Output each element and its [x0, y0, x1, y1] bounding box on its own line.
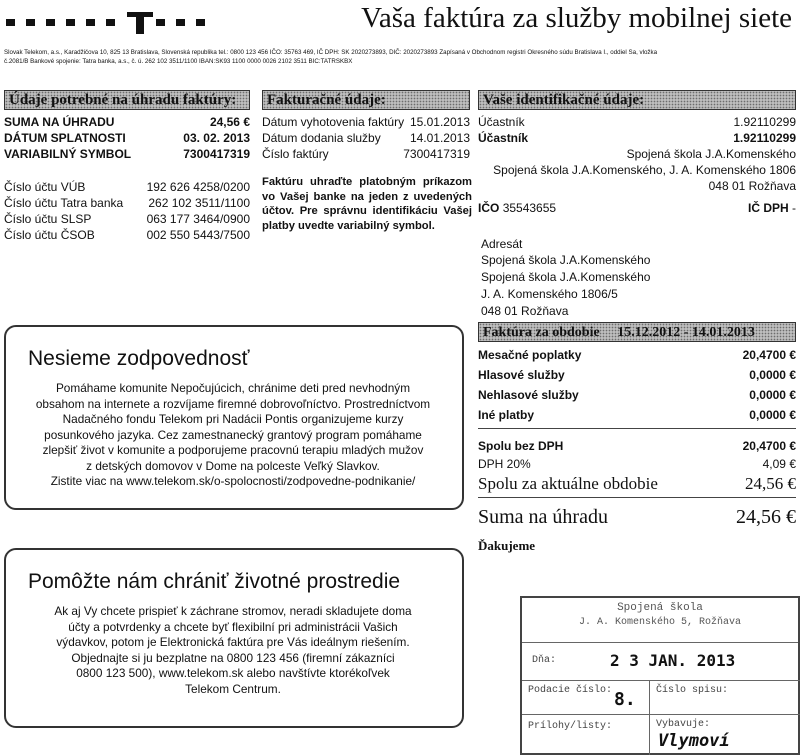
stamp-org: Spojená škola [617, 602, 703, 614]
environment-title: Pomôžte nám chrániť životné prostredie [28, 570, 401, 593]
period-label: Mesačné poplatky [478, 348, 582, 362]
account-row [4, 179, 250, 195]
logo-t-stem [136, 12, 144, 34]
stamp-file-label: Číslo spisu: [656, 685, 729, 696]
period-label: Iné platby [478, 408, 535, 422]
period-label: Hlasové služby [478, 368, 565, 382]
stamp-date-label: Dňa: [532, 655, 557, 666]
responsibility-text [28, 381, 438, 490]
account-value: 002 550 5443/7500 [146, 228, 250, 242]
responsibility-line: obsahom na internete a rozvíjame firemné dobrovoľníctvo. Prostredníctvom [35, 396, 431, 411]
payment-value: 7300417319 [183, 147, 250, 161]
ident-row [478, 130, 796, 146]
period-row [478, 365, 796, 385]
total-period-row [478, 473, 796, 498]
ident-value: 1.92110299 [733, 131, 796, 145]
period-range: 15.12.2012 - 14.01.2013 [617, 325, 755, 340]
period-row [478, 385, 796, 405]
logo-dot [106, 19, 115, 26]
responsibility-link[interactable]: Zistite viac na www.telekom.sk/o-spolocnosti/zodpovedne-podnikanie/ [50, 474, 416, 488]
responsibility-box [4, 325, 464, 510]
logo-dot [176, 19, 185, 26]
address-line: 048 01 Rožňava [481, 304, 569, 318]
ico-value: 35543655 [502, 201, 557, 215]
invoice-row [262, 114, 470, 130]
amount-due-row [478, 502, 796, 532]
period-row [478, 345, 796, 365]
subtotal-value: 20,4700 € [742, 439, 796, 453]
responsibility-line: zlepšiť život v komunite a podporujeme pracovnú terapiu mladých mužov [42, 443, 424, 457]
stamp-reg-label: Podacie číslo: [528, 685, 613, 696]
invoice-heading: Fakturačné údaje: [262, 90, 470, 110]
company-info-line: Slovak Telekom, a.s., Karadžičova 10, 825 13 Bratislava, Slovenská republika tel.: 0800 123 456 IČO: 35763 469, IČ DPH: SK 2020273893, DIČ: 2020273893 Zapísaná v Obchodnom registri Okresného súdu Bratislava I., oddiel Sa, vložka [4, 49, 658, 56]
invoice-label: Číslo faktúry [262, 147, 329, 161]
logo-dot [46, 19, 55, 26]
payment-value: 03. 02. 2013 [183, 131, 250, 145]
company-info-line: č.2081/B Bankové spojenie: Tatra banka, a.s., č. ú. 262 102 3511/1100 IBAN:SK93 1100 0000 0026 2102 3511 BIC:TATRSKBX [4, 58, 353, 65]
invoice-label: Dátum vyhotovenia faktúry [262, 115, 405, 129]
thanks-text: Ďakujeme [478, 538, 536, 553]
ident-section [478, 90, 796, 216]
subtotal-label: Spolu bez DPH [478, 439, 564, 453]
account-label: Číslo účtu SLSP [4, 212, 92, 226]
stamp-address: J. A. Komenského 5, Rožňava [578, 617, 742, 628]
period-label: Nehlasové služby [478, 388, 579, 402]
ident-city: 048 01 Rožňava [708, 179, 796, 193]
vat-row [478, 455, 796, 473]
period-value: 20,4700 € [742, 348, 796, 362]
period-value: 0,0000 € [749, 408, 796, 422]
period-heading [478, 322, 796, 342]
ico-label: IČO [478, 201, 500, 215]
environment-line: účty a potvrdenky a chcete byť flexibilní pri administrácii Vašich [68, 619, 398, 634]
payment-label: VARIABILNÝ SYMBOL [4, 147, 132, 161]
address-line: J. A. Komenského 1806/5 [481, 287, 618, 301]
ident-label: Účastník [478, 115, 525, 129]
account-value: 192 626 4258/0200 [146, 180, 250, 194]
environment-line: 0800 123 500), www.telekom.sk alebo navštívte ktorékoľvek [76, 666, 390, 680]
payment-row [4, 146, 250, 162]
payment-label: SUMA NA ÚHRADU [4, 115, 115, 129]
stamp-handled-label: Vybavuje: [656, 719, 711, 730]
logo-dot [6, 19, 15, 26]
period-section [478, 322, 796, 554]
payment-section [4, 90, 250, 243]
address-label: Adresát [481, 237, 523, 251]
stamp-attach-cell [522, 714, 650, 755]
environment-line: Ak aj Vy chcete prispieť k záchrane stromov, neradi skladujete doma [54, 604, 412, 618]
responsibility-line: z detských domovov v Dome na polceste Veľký Slavkov. [86, 458, 380, 473]
icdph-label: IČ DPH [747, 201, 789, 215]
ident-name: Spojená škola J.A.Komenského [626, 147, 796, 161]
period-heading-label: Faktúra za obdobie [483, 325, 600, 340]
payment-row [4, 114, 250, 130]
ident-heading: Vaše identifikačné údaje: [478, 90, 796, 110]
total-period-label: Spolu za aktuálne obdobie [478, 474, 658, 493]
invoice-section [262, 90, 470, 162]
account-row [4, 211, 250, 227]
vat-label: DPH 20% [478, 457, 531, 471]
logo-dot [66, 19, 75, 26]
stamp-signature: Vlymoví [658, 731, 730, 751]
invoice-value: 7300417319 [403, 147, 470, 161]
environment-line: výdavkov, potom je Elektronická faktúra pre Vás ideálnym riešením. [56, 635, 410, 649]
invoice-row [262, 130, 470, 146]
registry-stamp [520, 596, 800, 755]
page-title: Vaša faktúra za služby mobilnej siete [361, 2, 792, 34]
logo-dot [196, 19, 205, 26]
subtotal-row [478, 437, 796, 455]
total-period-value: 24,56 € [745, 474, 796, 493]
vat-value: 4,09 € [762, 457, 796, 471]
environment-box [4, 548, 464, 728]
responsibility-title: Nesieme zodpovednosť [28, 347, 250, 370]
environment-line: Telekom Centrum. [185, 681, 281, 696]
invoice-row [262, 146, 470, 162]
icdph-value: - [792, 201, 796, 215]
stamp-attach-label: Prílohy/listy: [528, 721, 613, 732]
invoice-label: Dátum dodania služby [262, 131, 381, 145]
ident-value: 1.92110299 [733, 115, 796, 129]
responsibility-line: posunkového jazyka. Cez zamestnanecký grantový program pomáhame [44, 427, 422, 442]
logo-dot [86, 19, 95, 26]
logo-dot [156, 19, 165, 26]
invoice-value: 14.01.2013 [409, 131, 470, 145]
account-value: 063 177 3464/0900 [146, 212, 250, 226]
payment-value: 24,56 € [209, 115, 250, 129]
account-value: 262 102 3511/1100 [148, 196, 250, 210]
ident-label: Účastník [478, 131, 529, 145]
ident-row [478, 114, 796, 130]
amount-due-value: 24,56 € [736, 506, 796, 528]
stamp-file-cell [650, 680, 800, 714]
environment-line: Objednajte si ju bezplatne na 0800 123 456 (firemní zákazníci [71, 650, 395, 665]
stamp-reg-value: 8. [614, 689, 636, 710]
account-label: Číslo účtu ČSOB [4, 228, 95, 242]
payment-label: DÁTUM SPLATNOSTI [4, 131, 126, 145]
payment-row [4, 130, 250, 146]
logo-dot [26, 19, 35, 26]
ident-row [478, 200, 796, 216]
address-line: Spojená škola J.A.Komenského [481, 253, 651, 267]
company-info [4, 48, 796, 66]
payment-heading: Údaje potrebné na úhradu faktúry: [4, 90, 250, 110]
account-row [4, 195, 250, 211]
address-block [481, 236, 650, 320]
account-label: Číslo účtu VÚB [4, 180, 86, 194]
stamp-reg-cell [522, 680, 650, 714]
responsibility-line: Nadačného fondu Telekom pri Nadácii Pontis organizujeme kurzy [62, 412, 404, 426]
invoice-value: 15.01.2013 [409, 115, 470, 129]
period-value: 0,0000 € [749, 368, 796, 382]
responsibility-line: Pomáhame komunite Nepočujúcich, chránime deti pred nevhodným [55, 381, 411, 395]
stamp-handled-cell [650, 714, 800, 755]
period-row [478, 405, 796, 425]
stamp-date-value: 2 3 JAN. 2013 [610, 651, 736, 670]
address-line: Spojená škola J.A.Komenského [481, 270, 651, 284]
payment-notice: Faktúru uhraďte platobným príkazom vo Vašej banke na jeden z uvedených účtov. Pre správnu identifikáciu Vašej platby uvedte variabilný symbol. [262, 176, 472, 232]
account-label: Číslo účtu Tatra banka [4, 196, 124, 210]
environment-text [28, 604, 438, 697]
account-row [4, 227, 250, 243]
telekom-logo [6, 6, 206, 32]
stamp-date-cell [522, 642, 798, 680]
ident-name: Spojená škola J.A.Komenského, J. A. Komenského 1806 [493, 163, 796, 177]
amount-due-label: Suma na úhradu [478, 506, 608, 528]
period-value: 0,0000 € [749, 388, 796, 402]
